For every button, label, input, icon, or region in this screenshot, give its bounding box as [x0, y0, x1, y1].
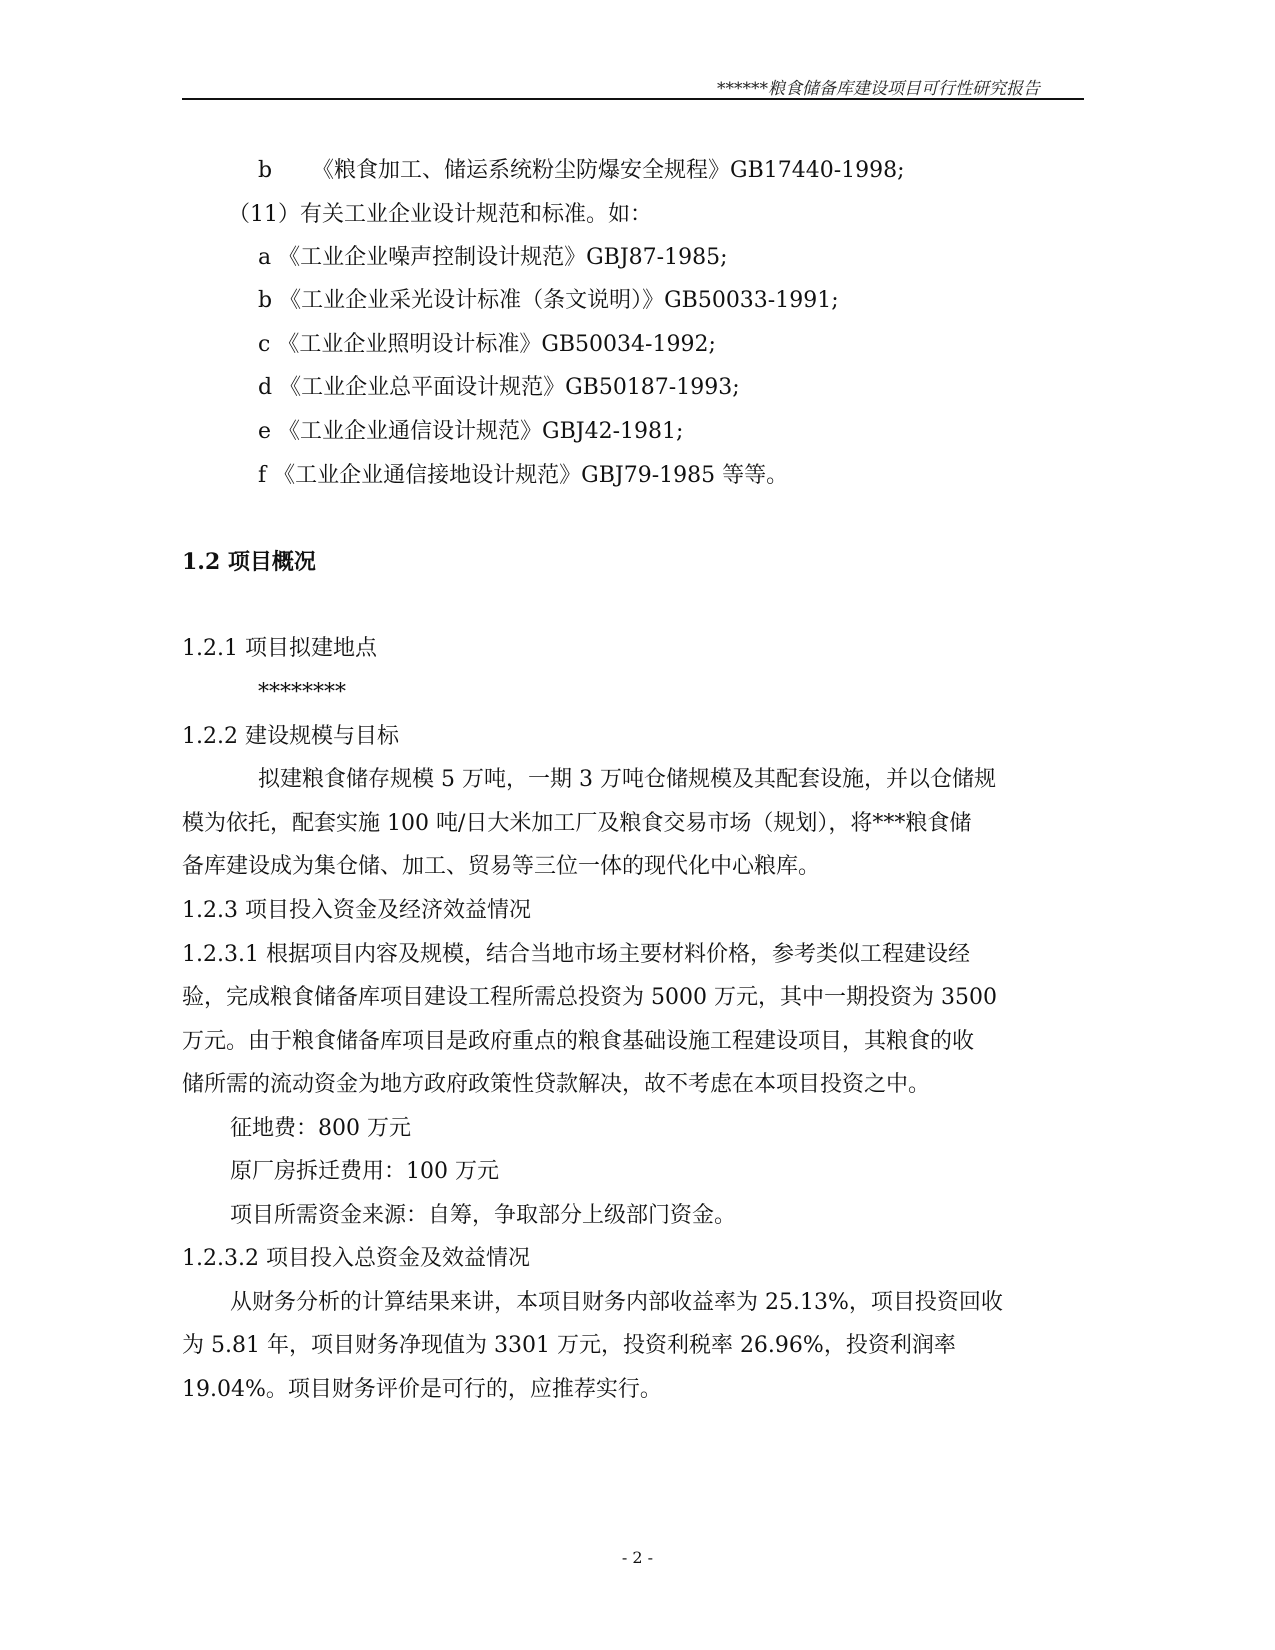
list-item-b-dust [258, 156, 905, 186]
list-item-text: 《粮食加工、储运系统粉尘防爆安全规程》GB17440-1998; [312, 158, 905, 183]
paragraph-line: 为 5.81 年，项目财务净现值为 3301 万元，投资利税率 26.96%，投资利润率 [182, 1333, 956, 1358]
paragraph-line: 万元。由于粮食储备库项目是政府重点的粮食基础设施工程建设项目，其粮食的收 [182, 1029, 975, 1054]
list-item-d: d 《工业企业总平面设计规范》GB50187-1993; [258, 375, 740, 400]
list-item-a: a 《工业企业噪声控制设计规范》GBJ87-1985; [258, 245, 728, 270]
list-item-e: e 《工业企业通信设计规范》GBJ42-1981; [258, 419, 684, 444]
page-number: - 2 - [621, 1548, 654, 1567]
list-bullet: b [258, 158, 273, 183]
paragraph-line: 从财务分析的计算结果来讲，本项目财务内部收益率为 25.13%，项目投资回收 [230, 1290, 1003, 1315]
list-item-b: b 《工业企业采光设计标准（条文说明）》GB50033-1991; [258, 288, 839, 313]
subsection-1-2-3-2: 1.2.3.2 项目投入总资金及效益情况 [182, 1246, 530, 1271]
paragraph-line: 19.04%。项目财务评价是可行的，应推荐实行。 [182, 1377, 662, 1402]
paragraph-line: 1.2.3.1 根据项目内容及规模，结合当地市场主要材料价格，参考类似工程建设经 [182, 942, 970, 967]
header-title: ******粮食储备库建设项目可行性研究报告 [717, 79, 1040, 99]
subsection-1-2-2: 1.2.2 建设规模与目标 [182, 724, 399, 749]
fund-source: 项目所需资金来源：自筹，争取部分上级部门资金。 [230, 1203, 737, 1228]
subsection-1-2-1: 1.2.1 项目拟建地点 [182, 636, 377, 661]
paragraph-line: 储所需的流动资金为地方政府政策性贷款解决，故不考虑在本项目投资之中。 [182, 1072, 931, 1097]
paragraph-line: 验，完成粮食储备库项目建设工程所需总投资为 5000 万元，其中一期投资为 3500 [182, 985, 997, 1010]
paragraph-line: 备库建设成为集仓储、加工、贸易等三位一体的现代化中心粮库。 [182, 854, 821, 879]
list-item-c: c 《工业企业照明设计标准》GB50034-1992; [258, 332, 716, 357]
list-item-f: f 《工业企业通信接地设计规范》GBJ79-1985 等等。 [258, 463, 789, 488]
fee-land: 征地费：800 万元 [230, 1116, 411, 1141]
paragraph-line: 拟建粮食储存规模 5 万吨，一期 3 万吨仓储规模及其配套设施，并以仓储规 [258, 767, 996, 792]
subsection-1-2-1-body: ******** [258, 680, 346, 705]
paragraph-line: 模为依托，配套实施 100 吨/日大米加工厂及粮食交易市场（规划），将***粮食储 [182, 811, 972, 836]
clause-11: （11）有关工业企业设计规范和标准。如： [228, 202, 652, 227]
header-rule [182, 98, 1084, 100]
section-heading-1-2: 1.2 项目概况 [182, 549, 316, 575]
subsection-1-2-3: 1.2.3 项目投入资金及经济效益情况 [182, 898, 531, 923]
fee-demolition: 原厂房拆迁费用：100 万元 [230, 1159, 499, 1184]
